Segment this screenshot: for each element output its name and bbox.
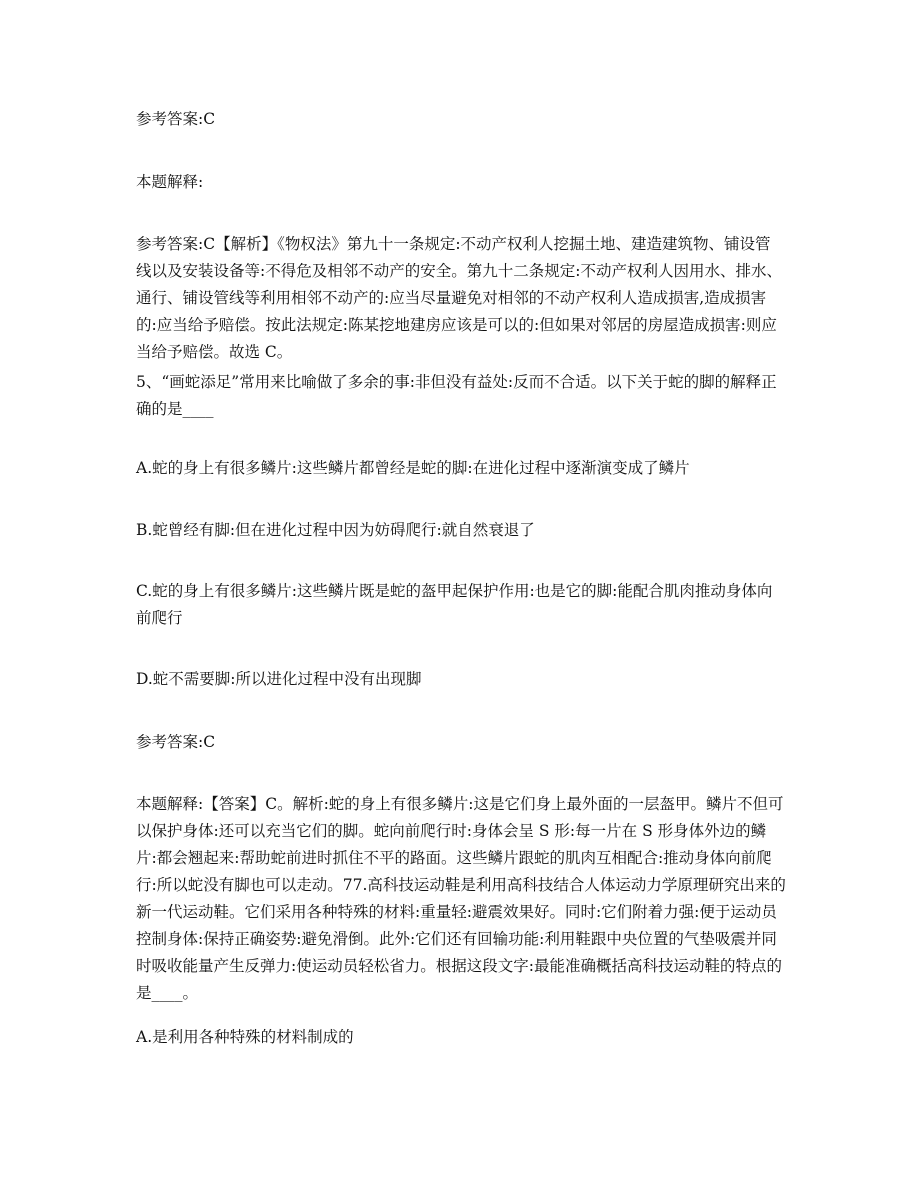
option-c: C.蛇的身上有很多鳞片:这些鳞片既是蛇的盔甲起保护作用:也是它的脚:能配合肌肉推动身体向前爬行 xyxy=(136,582,773,627)
explanation-paragraph-2: 本题解释:【答案】C。解析:蛇的身上有很多鳞片:这是它们身上最外面的一层盔甲。鳞片不但可以保护身体:还可以充当它们的脚。蛇向前爬行时:身体会呈 S 形:每一片在 S 形身体外边的鳞片:都会翘起来:帮助蛇前进时抓住不平的路面。这些鳞片跟蛇的肌肉互相配合:推动身体向前爬行:所以蛇没有脚也可以走动。77.高科技运动鞋是利用高科技结合人体运动力学原理研究出来的新一代运动鞋。它们采用各种特殊的材料:重量轻:避震效果好。同时:它们附着力强:便于运动员控制身体:保持正确姿势:避免滑倒。此外:它们还有回输功能:利用鞋跟中央位置的气垫吸震并同时吸收能量产生反弹力:使运动员轻松省力。根据这段文字:最能准确概括高科技运动鞋的特点的是____。 xyxy=(136,795,786,1002)
option-a: A.蛇的身上有很多鳞片:这些鳞片都曾经是蛇的脚:在进化过程中逐渐演变成了鳞片 xyxy=(136,459,690,477)
question-5: 5、“画蛇添足”常用来比喻做了多余的事:非但没有益处:反而不合适。以下关于蛇的脚的解释正确的是____ xyxy=(136,373,777,418)
answer-line: 参考答案:C xyxy=(136,110,216,128)
explanation-label: 本题解释: xyxy=(136,173,204,191)
explanation-paragraph: 参考答案:C【解析】《物权法》第九十一条规定:不动产权利人挖掘土地、建造建筑物、铺设管线以及安装设备等:不得危及相邻不动产的安全。第九十二条规定:不动产权利人因用水、排水、通行、铺设管线等利用相邻不动产的:应当尽量避免对相邻的不动产权利人造成损害,造成损害的:应当给予赔偿。按此法规定:陈某挖地建房应该是可以的:但如果对邻居的房屋造成损害:则应当给予赔偿。故选 C。 xyxy=(136,235,782,361)
option-77-a: A.是利用各种特殊的材料制成的 xyxy=(136,1028,354,1046)
option-b: B.蛇曾经有脚:但在进化过程中因为妨碍爬行:就自然衰退了 xyxy=(136,521,535,539)
answer-line-2: 参考答案:C xyxy=(136,733,216,751)
option-d: D.蛇不需要脚:所以进化过程中没有出现脚 xyxy=(136,670,422,688)
